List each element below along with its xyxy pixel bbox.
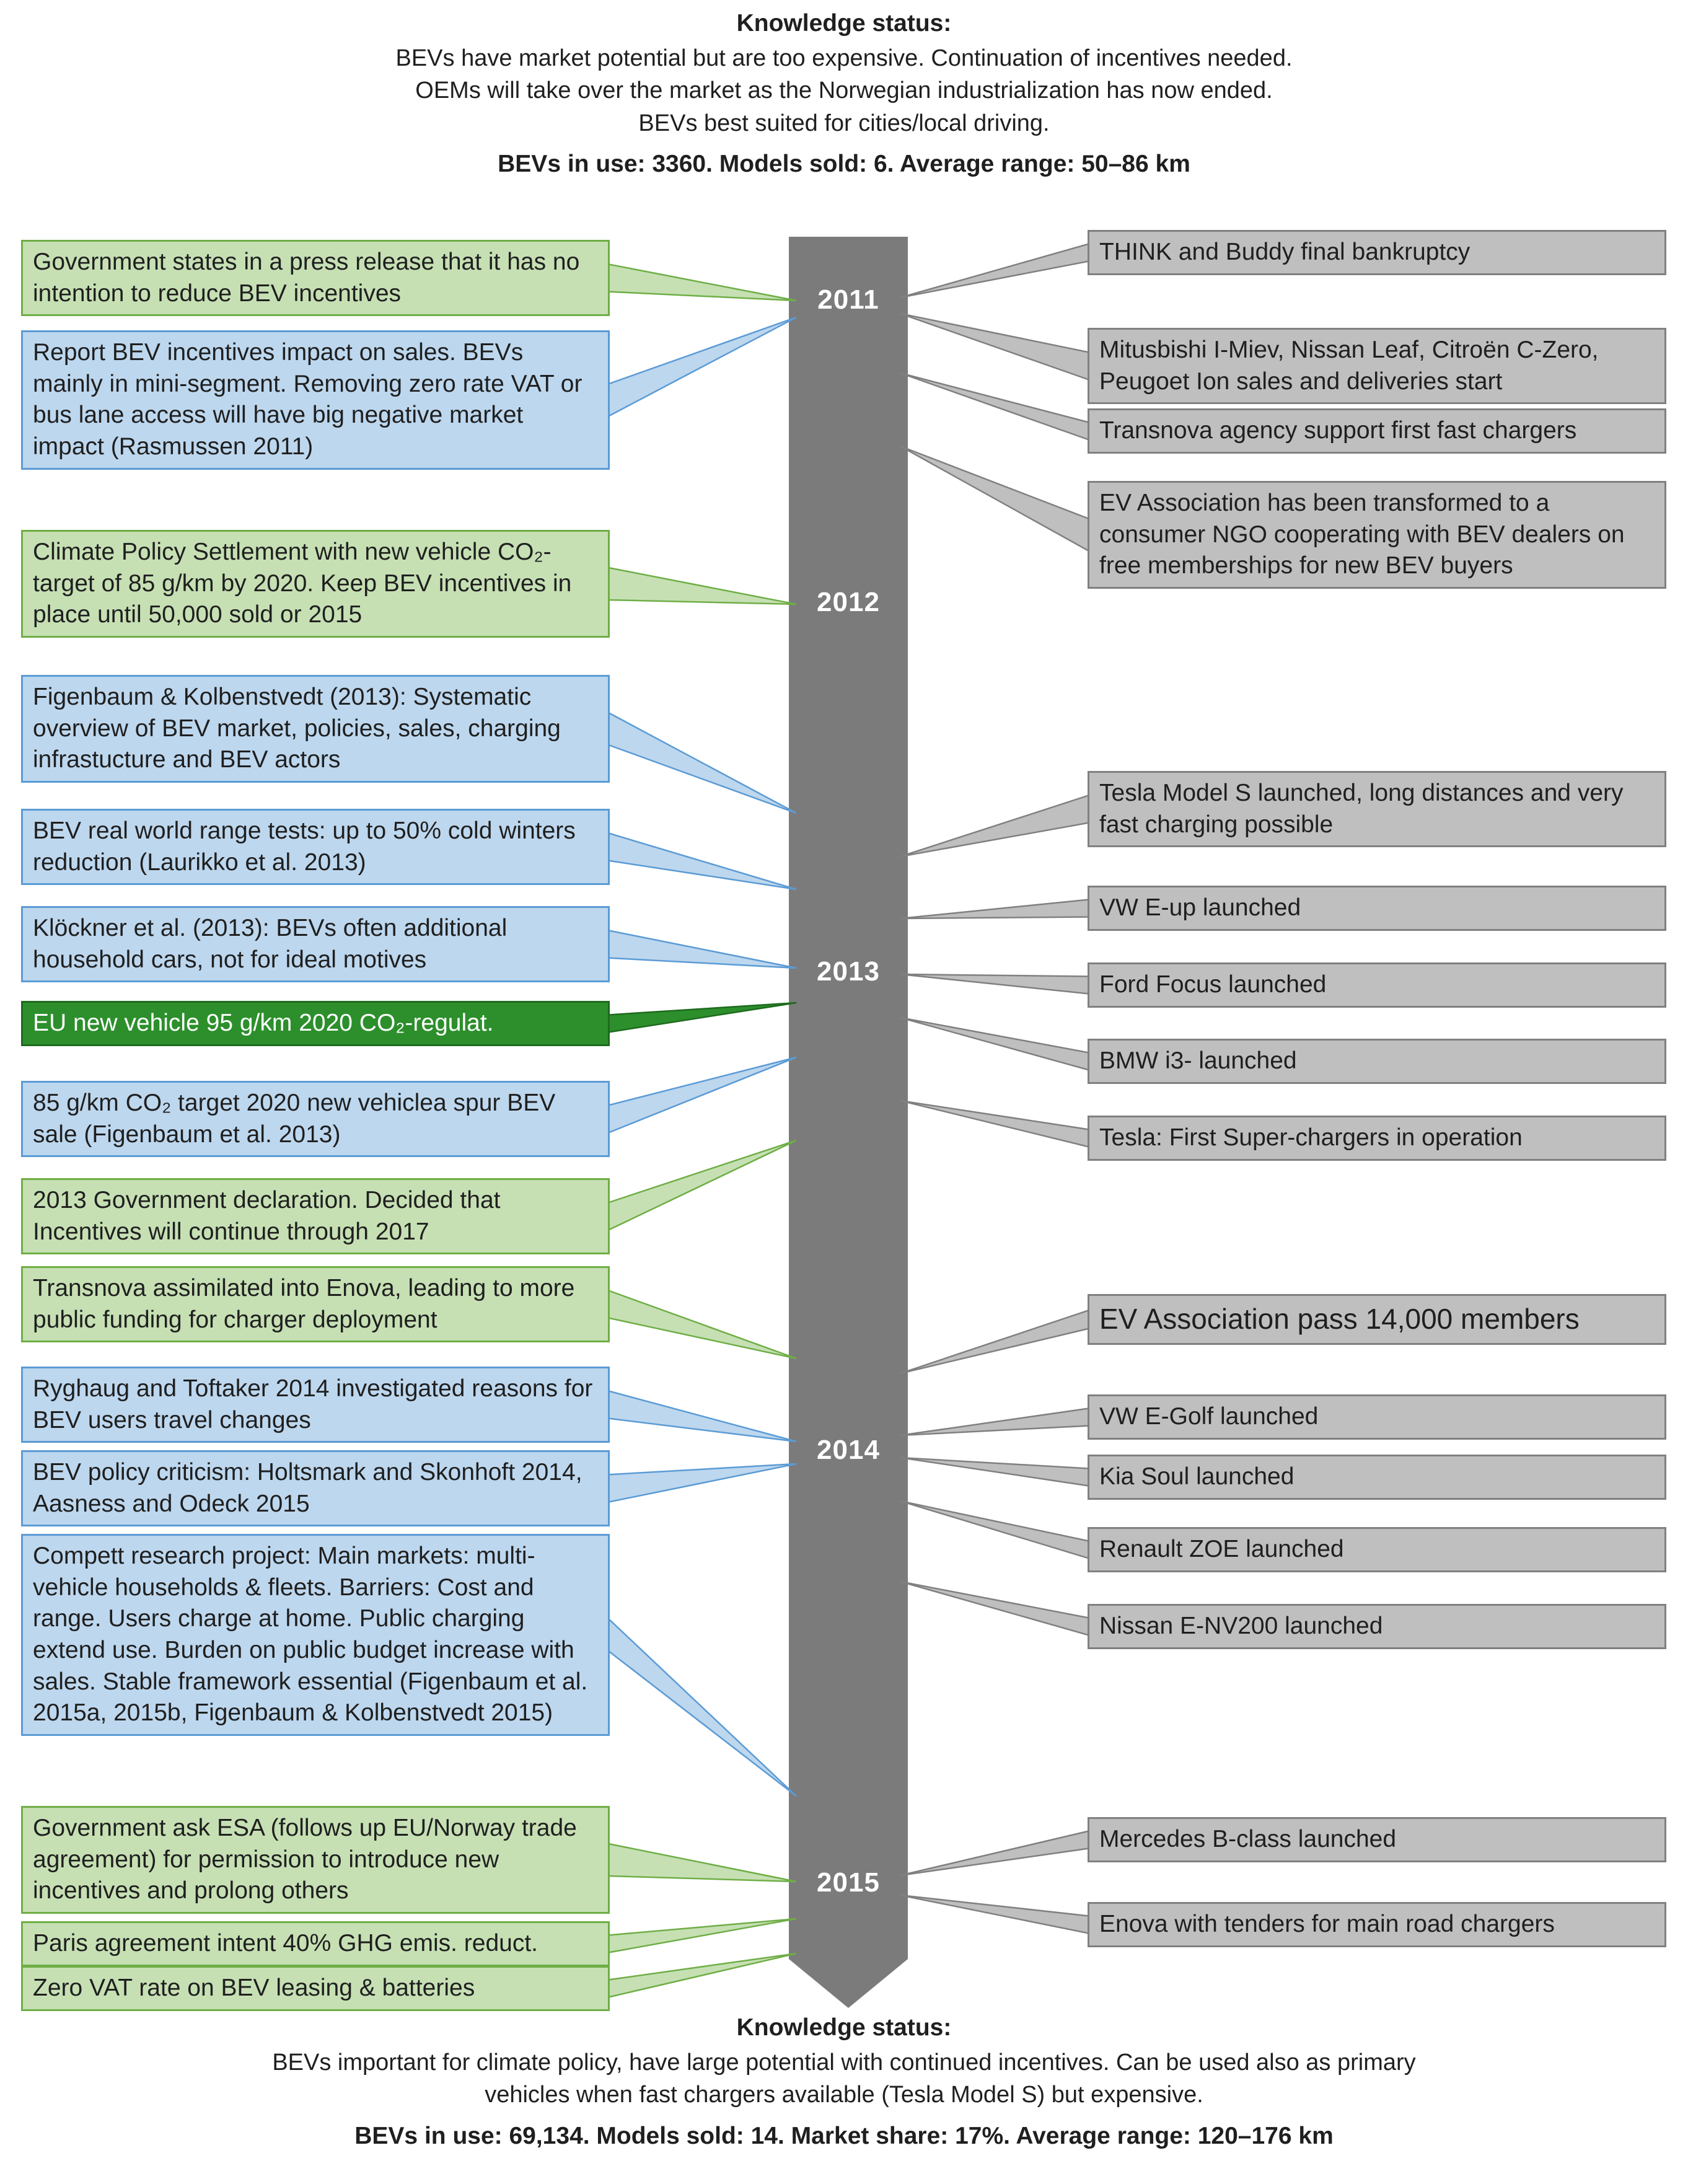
right-connector [900,900,1089,919]
right-event-box: Mitusbishi I-Miev, Nissan Leaf, Citroën C-Zero, Peugoet Ion sales and deliveries start [1088,328,1666,404]
right-connector [900,314,1089,380]
left-event-box: Report BEV incentives impact on sales. BEVs mainly in mini-segment. Removing zero rate VAT or bus lane access will have big negative market impact (Rasmussen 2011) [21,330,610,470]
right-connector [900,1501,1089,1559]
bottom-knowledge-body: BEVs important for climate policy, have large potential with continued incentives. Can be used also as primary vehicles when fast chargers available (Tesla Model S) but expensive. [272,2050,1416,2108]
left-connector [609,1003,796,1033]
right-event-box: Nissan E-NV200 launched [1088,1604,1666,1649]
right-event-box: THINK and Buddy final bankruptcy [1088,230,1666,275]
left-event-box: Government states in a press release that it has no intention to reduce BEV incentives [21,240,610,316]
left-event-box: BEV policy criticism: Holtsmark and Skonhoft 2014, Aasness and Odeck 2015 [21,1450,610,1526]
right-event-box: BMW i3- launched [1088,1039,1666,1084]
right-event-box: Ford Focus launched [1088,962,1666,1008]
right-event-box: Enova with tenders for main road chargers [1088,1902,1666,1947]
top-knowledge-body: BEVs have market potential but are too expensive. Continuation of incentives needed. OEMs will take over the market as the Norwegian industrialization has now ended. BEVs best suited for cities/local driving. [395,45,1293,136]
left-connector [609,264,796,301]
left-event-box: Transnova assimilated into Enova, leading to more public funding for charger deployment [21,1266,610,1342]
top-knowledge-status [0,10,1688,178]
timeline-bar [789,237,908,2008]
right-connector [900,373,1089,440]
right-connector [900,795,1089,856]
left-connector [609,833,796,889]
right-event-box: VW E-Golf launched [1088,1394,1666,1440]
right-event-box: Renault ZOE launched [1088,1527,1666,1572]
right-event-box: VW E-up launched [1088,886,1666,931]
right-connector [900,1582,1089,1636]
left-connector [609,568,796,604]
left-connector [609,1057,796,1133]
right-connector [900,1310,1089,1373]
right-event-box: Kia Soul launched [1088,1455,1666,1500]
year-label-2013: 2013 [817,956,880,987]
year-label-2015: 2015 [817,1867,880,1898]
left-connector [609,713,796,813]
left-event-box: Climate Policy Settlement with new vehicle CO₂-target of 85 g/km by 2020. Keep BEV incentives in place until 50,000 sold or 2015 [21,530,610,638]
right-connector [900,244,1089,298]
bottom-knowledge-title: Knowledge status: [736,2014,952,2041]
left-event-box: Zero VAT rate on BEV leasing & batteries [21,1966,610,2011]
right-event-box: EV Association pass 14,000 members [1088,1294,1666,1345]
year-label-2012: 2012 [817,587,880,617]
left-event-box: Klöckner et al. (2013): BEVs often additional household cars, not for ideal motives [21,906,610,982]
left-connector [609,1953,796,1997]
left-connector [609,1919,796,1953]
left-event-box: Government ask ESA (follows up EU/Norway trade agreement) for permission to introduce new incentives and prolong others [21,1806,610,1914]
left-connector [609,930,796,968]
right-connector [900,1101,1089,1147]
left-event-box: 2013 Government declaration. Decided that Incentives will continue through 2017 [21,1178,610,1254]
year-label-2011: 2011 [817,284,879,315]
right-event-box: Transnova agency support first fast chargers [1088,408,1666,454]
right-connector [900,1458,1089,1486]
year-label-2014: 2014 [817,1435,880,1465]
left-event-box: Compett research project: Main markets: multi-vehicle households & fleets. Barriers: Cost and range. Users charge at home. Public charging extend use. Burden on public budget increase with sales. Stable framework essential (Figenbaum et al. 2015a, 2015b, Figenbaum & Kolbenstvedt 2015) [21,1534,610,1736]
left-connector [609,1844,796,1882]
left-event-box: Ryghaug and Toftaker 2014 investigated reasons for BEV users travel changes [21,1367,610,1443]
bottom-knowledge-status [0,2014,1688,2150]
right-connector [900,1018,1089,1070]
left-event-box: Paris agreement intent 40% GHG emis. reduct. [21,1921,610,1966]
left-connector [609,1391,796,1442]
left-connector [609,1140,796,1230]
right-connector [900,1409,1089,1436]
right-connector [900,1895,1089,1934]
left-event-box: Figenbaum & Kolbenstvedt (2013): Systematic overview of BEV market, policies, sales, charging infrastucture and BEV actors [21,675,610,783]
left-event-box: 85 g/km CO₂ target 2020 new vehiclea spur BEV sale (Figenbaum et al. 2013) [21,1081,610,1157]
left-connector [609,1464,796,1502]
left-connector [609,317,796,416]
left-event-box: EU new vehicle 95 g/km 2020 CO₂-regulat. [21,1001,610,1046]
top-knowledge-title: Knowledge status: [736,10,952,37]
right-connector [900,974,1089,994]
right-event-box: Mercedes B-class launched [1088,1817,1666,1862]
top-stats-line: BEVs in use: 3360. Models sold: 6. Average range: 50–86 km [498,151,1190,178]
left-connector [609,1290,796,1358]
right-connector [900,446,1089,551]
right-event-box: Tesla: First Super-chargers in operation [1088,1116,1666,1161]
right-event-box: Tesla Model S launched, long distances and very fast charging possible [1088,771,1666,847]
bottom-stats-line: BEVs in use: 69,134. Models sold: 14. Market share: 17%. Average range: 120–176 km [354,2122,1334,2149]
left-event-box: BEV real world range tests: up to 50% cold winters reduction (Laurikko et al. 2013) [21,809,610,885]
right-connector [900,1831,1089,1876]
left-connector [609,1619,796,1796]
right-event-box: EV Association has been transformed to a consumer NGO cooperating with BEV dealers on free memberships for new BEV buyers [1088,481,1666,589]
